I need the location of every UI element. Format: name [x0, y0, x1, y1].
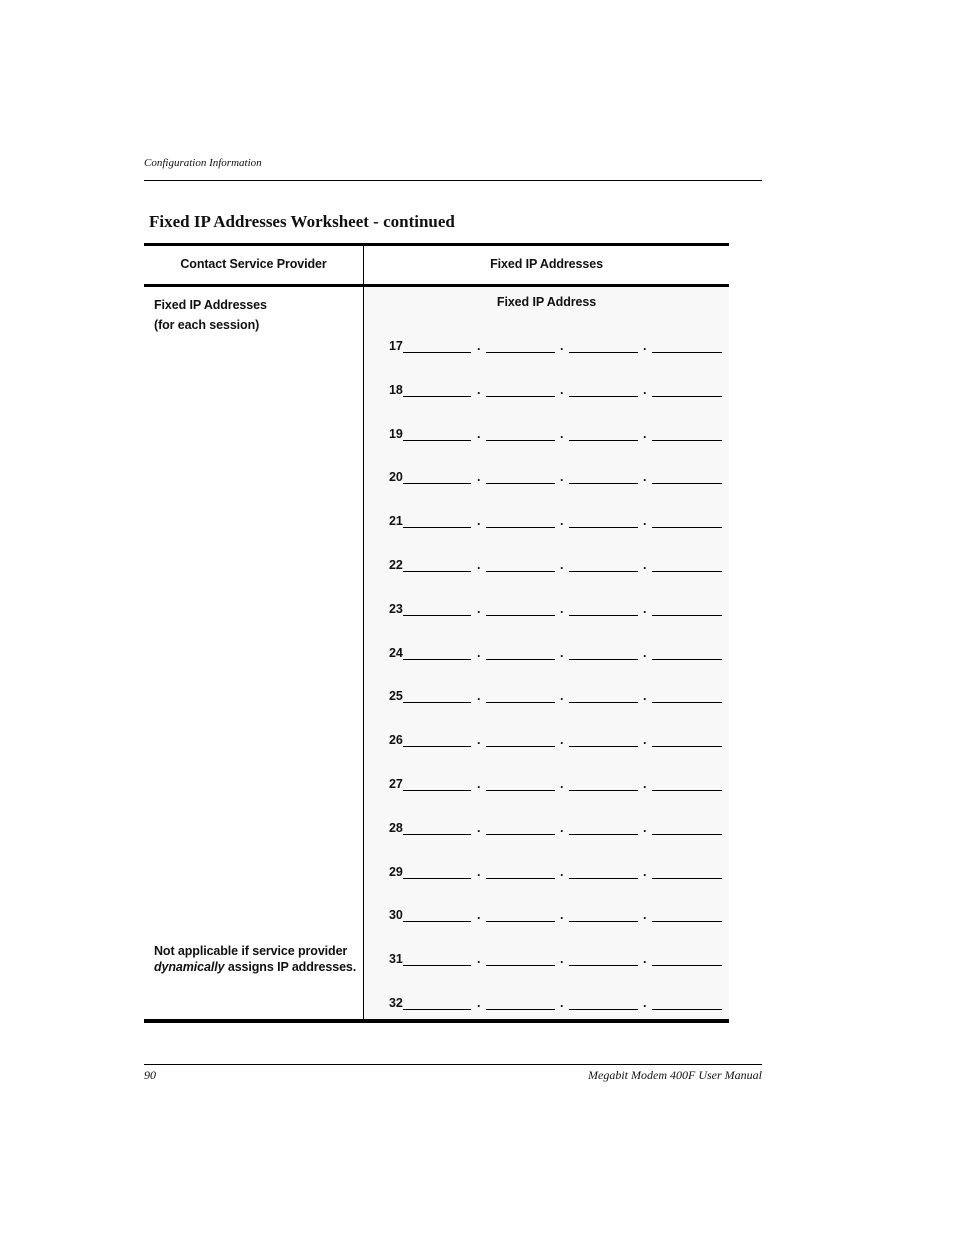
- address-row-20: [389, 470, 729, 486]
- address-octet-blank-3[interactable]: [569, 440, 638, 441]
- octet-separator-1: .: [477, 602, 481, 616]
- octet-separator-3: .: [643, 733, 647, 747]
- octet-separator-3: .: [643, 602, 647, 616]
- address-octet-blank-4[interactable]: [652, 571, 722, 572]
- address-row-24: [389, 646, 729, 662]
- address-row-31: [389, 952, 729, 968]
- header-rule: [144, 180, 762, 181]
- address-octet-blank-1[interactable]: [403, 790, 471, 791]
- octet-separator-1: .: [477, 821, 481, 835]
- address-octet-blank-1[interactable]: [403, 921, 471, 922]
- address-row-18: [389, 383, 729, 399]
- address-octet-blank-1[interactable]: [403, 483, 471, 484]
- address-row-number: 32: [389, 996, 403, 1010]
- octet-separator-3: .: [643, 952, 647, 966]
- address-octet-blank-2[interactable]: [486, 571, 555, 572]
- running-header: Configuration Information: [144, 157, 262, 169]
- left-label-line1: Fixed IP Addresses: [154, 298, 267, 312]
- address-octet-blank-4[interactable]: [652, 746, 722, 747]
- octet-separator-2: .: [560, 865, 564, 879]
- address-row-26: [389, 733, 729, 749]
- octet-separator-1: .: [477, 689, 481, 703]
- address-octet-blank-4[interactable]: [652, 440, 722, 441]
- octet-separator-2: .: [560, 383, 564, 397]
- octet-separator-3: .: [643, 514, 647, 528]
- column-divider: [363, 246, 364, 1019]
- address-row-number: 21: [389, 514, 403, 528]
- octet-separator-3: .: [643, 908, 647, 922]
- address-row-22: [389, 558, 729, 574]
- octet-separator-1: .: [477, 733, 481, 747]
- left-note: [154, 943, 356, 975]
- address-octet-blank-2[interactable]: [486, 483, 555, 484]
- octet-separator-1: .: [477, 383, 481, 397]
- octet-separator-3: .: [643, 558, 647, 572]
- address-octet-blank-4[interactable]: [652, 834, 722, 835]
- address-octet-blank-4[interactable]: [652, 790, 722, 791]
- address-octet-blank-1[interactable]: [403, 1009, 471, 1010]
- address-row-number: 23: [389, 602, 403, 616]
- octet-separator-3: .: [643, 821, 647, 835]
- address-octet-blank-2[interactable]: [486, 659, 555, 660]
- octet-separator-1: .: [477, 339, 481, 353]
- octet-separator-2: .: [560, 821, 564, 835]
- address-octet-blank-4[interactable]: [652, 352, 722, 353]
- octet-separator-1: .: [477, 908, 481, 922]
- address-octet-blank-3[interactable]: [569, 790, 638, 791]
- address-row-28: [389, 821, 729, 837]
- octet-separator-1: .: [477, 865, 481, 879]
- address-octet-blank-1[interactable]: [403, 352, 471, 353]
- address-octet-blank-2[interactable]: [486, 921, 555, 922]
- address-octet-blank-4[interactable]: [652, 965, 722, 966]
- octet-separator-2: .: [560, 952, 564, 966]
- column-header-fixed-ip: Fixed IP Addresses: [490, 257, 603, 271]
- address-octet-blank-2[interactable]: [486, 878, 555, 879]
- octet-separator-3: .: [643, 646, 647, 660]
- octet-separator-1: .: [477, 996, 481, 1010]
- address-octet-blank-3[interactable]: [569, 878, 638, 879]
- address-row-number: 26: [389, 733, 403, 747]
- octet-separator-1: .: [477, 427, 481, 441]
- address-row-number: 27: [389, 777, 403, 791]
- footer-rule: [144, 1064, 762, 1065]
- column-header-contact: Contact Service Provider: [180, 257, 327, 271]
- address-row-number: 31: [389, 952, 403, 966]
- address-row-number: 19: [389, 427, 403, 441]
- address-octet-blank-2[interactable]: [486, 965, 555, 966]
- note-line1: Not applicable if service provider: [154, 944, 348, 958]
- octet-separator-2: .: [560, 733, 564, 747]
- octet-separator-2: .: [560, 339, 564, 353]
- address-row-32: [389, 996, 729, 1012]
- address-row-number: 25: [389, 689, 403, 703]
- address-octet-blank-4[interactable]: [652, 396, 722, 397]
- address-octet-blank-2[interactable]: [486, 1009, 555, 1010]
- octet-separator-2: .: [560, 996, 564, 1010]
- header-rule-thick: [144, 284, 729, 287]
- worksheet-table: [144, 243, 729, 1023]
- octet-separator-1: .: [477, 470, 481, 484]
- address-row-number: 18: [389, 383, 403, 397]
- address-octet-blank-3[interactable]: [569, 834, 638, 835]
- address-octet-blank-3[interactable]: [569, 965, 638, 966]
- address-row-29: [389, 865, 729, 881]
- address-octet-blank-1[interactable]: [403, 527, 471, 528]
- address-row-19: [389, 427, 729, 443]
- address-row-27: [389, 777, 729, 793]
- address-octet-blank-4[interactable]: [652, 483, 722, 484]
- octet-separator-3: .: [643, 689, 647, 703]
- address-octet-blank-1[interactable]: [403, 702, 471, 703]
- note-emphasis: dynamically: [154, 960, 225, 974]
- address-octet-blank-4[interactable]: [652, 921, 722, 922]
- address-octet-blank-2[interactable]: [486, 527, 555, 528]
- address-octet-blank-3[interactable]: [569, 921, 638, 922]
- address-row-number: 24: [389, 646, 403, 660]
- address-octet-blank-2[interactable]: [486, 615, 555, 616]
- address-octet-blank-4[interactable]: [652, 615, 722, 616]
- octet-separator-3: .: [643, 383, 647, 397]
- address-octet-blank-2[interactable]: [486, 702, 555, 703]
- address-octet-blank-2[interactable]: [486, 352, 555, 353]
- address-octet-blank-3[interactable]: [569, 746, 638, 747]
- address-octet-blank-4[interactable]: [652, 878, 722, 879]
- octet-separator-2: .: [560, 514, 564, 528]
- left-label: [154, 295, 267, 335]
- address-octet-blank-1[interactable]: [403, 878, 471, 879]
- address-octet-blank-1[interactable]: [403, 396, 471, 397]
- address-row-17: [389, 339, 729, 355]
- address-octet-blank-4[interactable]: [652, 527, 722, 528]
- address-column-header: Fixed IP Address: [496, 295, 597, 309]
- octet-separator-1: .: [477, 514, 481, 528]
- octet-separator-2: .: [560, 427, 564, 441]
- manual-title: Megabit Modem 400F User Manual: [588, 1068, 762, 1082]
- octet-separator-2: .: [560, 646, 564, 660]
- address-row-23: [389, 602, 729, 618]
- address-octet-blank-1[interactable]: [403, 746, 471, 747]
- address-octet-blank-3[interactable]: [569, 396, 638, 397]
- address-octet-blank-4[interactable]: [652, 659, 722, 660]
- address-row-number: 29: [389, 865, 403, 879]
- left-label-line2: (for each session): [154, 318, 260, 332]
- address-octet-blank-1[interactable]: [403, 615, 471, 616]
- note-line2: [154, 959, 356, 975]
- address-octet-blank-3[interactable]: [569, 352, 638, 353]
- octet-separator-2: .: [560, 470, 564, 484]
- address-octet-blank-3[interactable]: [569, 702, 638, 703]
- octet-separator-1: .: [477, 952, 481, 966]
- address-row-number: 17: [389, 339, 403, 353]
- address-row-number: 28: [389, 821, 403, 835]
- page-title: Fixed IP Addresses Worksheet - continued: [149, 212, 455, 231]
- address-row-number: 30: [389, 908, 403, 922]
- octet-separator-3: .: [643, 339, 647, 353]
- octet-separator-2: .: [560, 689, 564, 703]
- octet-separator-3: .: [643, 996, 647, 1010]
- address-octet-blank-4[interactable]: [652, 702, 722, 703]
- address-octet-blank-1[interactable]: [403, 440, 471, 441]
- address-row-25: [389, 689, 729, 705]
- address-octet-blank-2[interactable]: [486, 834, 555, 835]
- address-row-30: [389, 908, 729, 924]
- address-octet-blank-3[interactable]: [569, 483, 638, 484]
- address-octet-blank-1[interactable]: [403, 834, 471, 835]
- octet-separator-3: .: [643, 777, 647, 791]
- octet-separator-1: .: [477, 646, 481, 660]
- address-octet-blank-1[interactable]: [403, 965, 471, 966]
- address-row-21: [389, 514, 729, 530]
- address-octet-blank-3[interactable]: [569, 615, 638, 616]
- octet-separator-1: .: [477, 558, 481, 572]
- octet-separator-3: .: [643, 865, 647, 879]
- page-number: 90: [144, 1068, 156, 1082]
- octet-separator-1: .: [477, 777, 481, 791]
- octet-separator-2: .: [560, 908, 564, 922]
- address-octet-blank-1[interactable]: [403, 571, 471, 572]
- address-octet-blank-3[interactable]: [569, 659, 638, 660]
- address-octet-blank-2[interactable]: [486, 396, 555, 397]
- address-octet-blank-1[interactable]: [403, 659, 471, 660]
- address-row-number: 22: [389, 558, 403, 572]
- address-octet-blank-3[interactable]: [569, 571, 638, 572]
- address-row-number: 20: [389, 470, 403, 484]
- address-octet-blank-4[interactable]: [652, 1009, 722, 1010]
- octet-separator-2: .: [560, 558, 564, 572]
- note-rest: assigns IP addresses.: [224, 960, 357, 974]
- octet-separator-3: .: [643, 427, 647, 441]
- octet-separator-3: .: [643, 470, 647, 484]
- octet-separator-2: .: [560, 602, 564, 616]
- address-octet-blank-2[interactable]: [486, 746, 555, 747]
- address-octet-blank-3[interactable]: [569, 527, 638, 528]
- octet-separator-2: .: [560, 777, 564, 791]
- address-octet-blank-2[interactable]: [486, 790, 555, 791]
- address-octet-blank-3[interactable]: [569, 1009, 638, 1010]
- address-octet-blank-2[interactable]: [486, 440, 555, 441]
